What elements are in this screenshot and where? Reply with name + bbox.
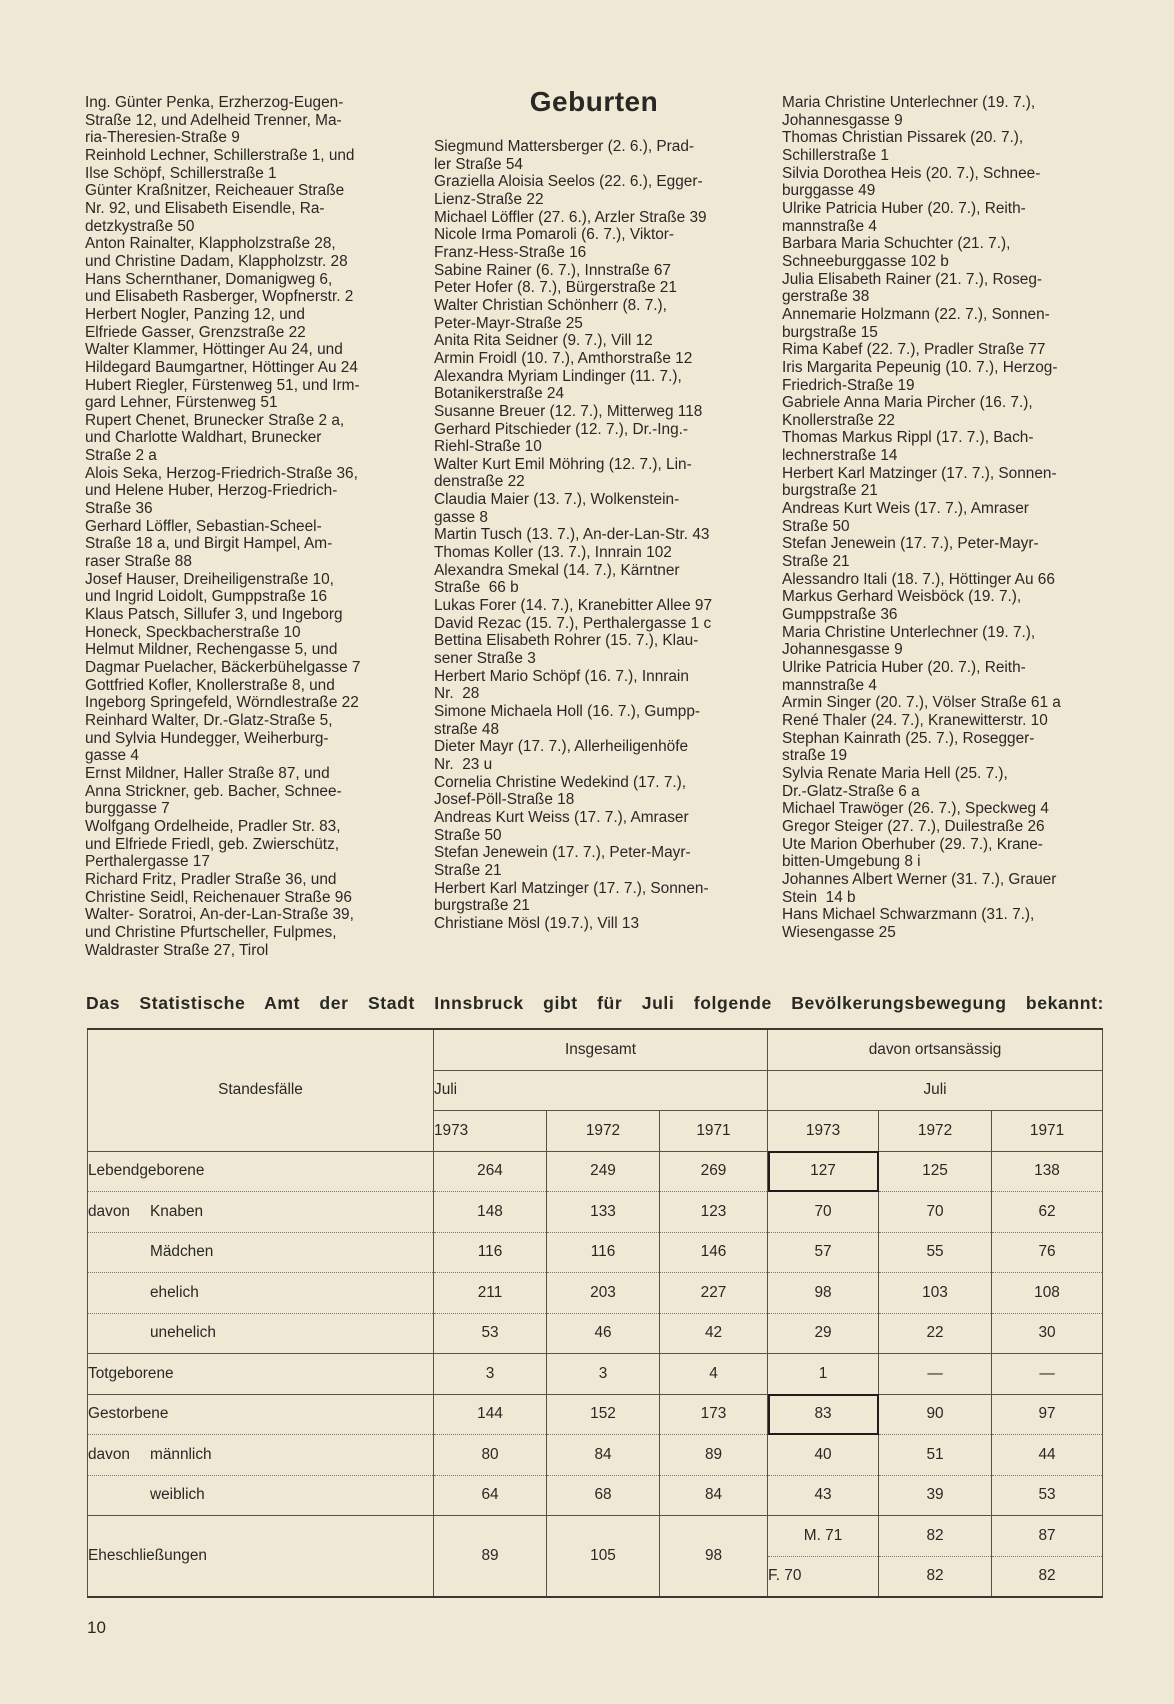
- list-entry: Maria Christine Unterlechner (19. 7.), Johannesgasse 9: [782, 623, 1036, 659]
- list-entry: Christiane Mösl (19.7.), Vill 13: [434, 914, 640, 932]
- value-cell: 53: [434, 1313, 547, 1354]
- value-cell-male: 82: [879, 1516, 992, 1557]
- row-label: Eheschließungen: [88, 1516, 434, 1598]
- value-cell: 40: [768, 1435, 879, 1476]
- value-cell: 108: [992, 1273, 1103, 1314]
- row-label: Mädchen: [150, 1243, 214, 1261]
- list-entry: Anton Rainalter, Klappholzstraße 28, und Christine Dadam, Klappholzstr. 28: [85, 235, 348, 270]
- value-cell: —: [879, 1354, 992, 1395]
- value-cell: 227: [660, 1273, 768, 1314]
- list-entry: Richard Fritz, Pradler Straße 36, und Christine Seidl, Reichenauer Straße 96: [85, 870, 352, 906]
- list-entry: Josef Hauser, Dreiheiligenstraße 10, und Ingrid Loidolt, Gumppstraße 16: [85, 570, 334, 606]
- value-cell: 89: [434, 1516, 547, 1598]
- value-cell: 148: [434, 1192, 547, 1233]
- table-row: [88, 1192, 1103, 1233]
- value-cell: 64: [434, 1475, 547, 1516]
- value-cell: 97: [992, 1394, 1103, 1435]
- value-cell: 57: [768, 1232, 879, 1273]
- list-entry: Rima Kabef (22. 7.), Pradler Straße 77: [782, 341, 1046, 359]
- value-cell: 55: [879, 1232, 992, 1273]
- value-cell: 29: [768, 1313, 879, 1354]
- list-entry: Julia Elisabeth Rainer (21. 7.), Roseg- gerstraße 38: [782, 270, 1043, 306]
- list-entry: Sabine Rainer (6. 7.), Innstraße 67: [434, 261, 671, 279]
- list-entry: David Rezac (15. 7.), Perthalergasse 1 c: [434, 614, 712, 632]
- list-entry: Thomas Koller (13. 7.), Innrain 102: [434, 544, 672, 562]
- list-entry: Alexandra Myriam Lindinger (11. 7.), Botanikerstraße 24: [434, 367, 682, 403]
- list-entry: Annemarie Holzmann (22. 7.), Sonnen- burgstraße 15: [782, 305, 1050, 341]
- list-entry: Alois Seka, Herzog-Friedrich-Straße 36, und Helene Huber, Herzog-Friedrich- Straße 36: [85, 464, 358, 518]
- list-entry: Walter- Soratroi, An-der-Lan-Straße 39, und Christine Pfurtscheller, Fulpmes, Waldraster Straße 27, Tirol: [85, 906, 354, 959]
- value-cell: 98: [768, 1273, 879, 1314]
- row-label: Totgeborene: [88, 1364, 174, 1382]
- list-entry: Gerhard Löffler, Sebastian-Scheel- Straße 18 a, und Birgit Hampel, Am- raser Straße 88: [85, 517, 333, 571]
- population-statistics-table: [87, 1028, 1103, 1598]
- value-cell: 98: [660, 1516, 768, 1598]
- value-cell: 22: [879, 1313, 992, 1354]
- list-entry: Cornelia Christine Wedekind (17. 7.), Josef-Pöll-Straße 18: [434, 773, 687, 809]
- value-cell: —: [992, 1354, 1103, 1395]
- row-label-cell: [88, 1354, 434, 1395]
- list-entry: Herbert Karl Matzinger (17. 7.), Sonnen- burgstraße 21: [782, 464, 1057, 500]
- marriages-list-column: [85, 94, 425, 959]
- list-entry: Dieter Mayr (17. 7.), Allerheiligenhöfe Nr. 23 u: [434, 738, 689, 773]
- list-entry: Herbert Karl Matzinger (17. 7.), Sonnen- burgstraße 21: [434, 879, 709, 915]
- value-cell: 83: [768, 1394, 879, 1435]
- row-label-cell: [88, 1151, 434, 1192]
- list-entry: Reinhard Walter, Dr.-Glatz-Straße 5, und Sylvia Hundegger, Weiherburg- gasse 4: [85, 711, 333, 765]
- value-cell: 105: [547, 1516, 660, 1598]
- header-year: 1972: [547, 1111, 660, 1152]
- list-entry: Hans Schernthaner, Domanigweg 6, und Elisabeth Rasberger, Wopfnerstr. 2: [85, 270, 354, 306]
- list-entry: Barbara Maria Schuchter (21. 7.), Schneeburggasse 102 b: [782, 235, 1011, 270]
- value-cell: 68: [547, 1475, 660, 1516]
- value-cell-female: F. 70: [768, 1556, 879, 1597]
- table-row: [88, 1232, 1103, 1273]
- value-cell: 53: [992, 1475, 1103, 1516]
- value-cell: 146: [660, 1232, 768, 1273]
- value-cell: 116: [434, 1232, 547, 1273]
- list-entry: Hans Michael Schwarzmann (31. 7.), Wiesengasse 25: [782, 906, 1035, 941]
- row-label: ehelich: [150, 1283, 199, 1301]
- list-entry: Günter Kraßnitzer, Reicheauer Straße Nr. 92, und Elisabeth Eisendle, Ra- detzkystraße 50: [85, 182, 345, 235]
- row-prefix: davon: [88, 1202, 130, 1220]
- list-entry: Ing. Günter Penka, Erzherzog-Eugen- Straße 12, und Adelheid Trenner, Ma- ria-Theresien-Straße 9: [85, 94, 344, 147]
- value-cell: 42: [660, 1313, 768, 1354]
- value-cell: 3: [547, 1354, 660, 1395]
- table-row: [88, 1151, 1103, 1192]
- list-entry: Gottfried Kofler, Knollerstraße 8, und Ingeborg Springefeld, Wörndlestraße 22: [85, 676, 359, 712]
- table-row: [88, 1475, 1103, 1516]
- value-cell: 127: [768, 1151, 879, 1192]
- list-entry: Ute Marion Oberhuber (29. 7.), Krane- bitten-Umgebung 8 i: [782, 835, 1043, 871]
- list-entry: Gabriele Anna Maria Pircher (16. 7.), Knollerstraße 22: [782, 394, 1033, 429]
- list-entry: Johannes Albert Werner (31. 7.), Grauer Stein 14 b: [782, 870, 1057, 906]
- list-entry: Sylvia Renate Maria Hell (25. 7.), Dr.-Glatz-Straße 6 a: [782, 764, 1008, 800]
- list-entry: Wolfgang Ordelheide, Pradler Str. 83, und Elfriede Friedl, geb. Zwierschütz, Perthalergasse 17: [85, 817, 341, 871]
- list-entry: Ulrike Patricia Huber (20. 7.), Reith- mannstraße 4: [782, 199, 1026, 235]
- value-cell-female: 82: [879, 1556, 992, 1597]
- table-row: [88, 1354, 1103, 1395]
- value-cell: 84: [547, 1435, 660, 1476]
- header-year: 1972: [879, 1111, 992, 1152]
- row-prefix: davon: [88, 1445, 130, 1463]
- list-entry: Armin Froidl (10. 7.), Amthorstraße 12: [434, 349, 693, 367]
- value-cell: 90: [879, 1394, 992, 1435]
- value-cell-male: M. 71: [768, 1516, 879, 1557]
- births-list-column-continued: [782, 94, 1122, 942]
- row-label-cell: [88, 1394, 434, 1435]
- value-cell: 152: [547, 1394, 660, 1435]
- value-cell: 1: [768, 1354, 879, 1395]
- list-entry: Reinhold Lechner, Schillerstraße 1, und Ilse Schöpf, Schillerstraße 1: [85, 146, 355, 182]
- row-label-cell: [88, 1273, 434, 1314]
- list-entry: Hubert Riegler, Fürstenweg 51, und Irm- gard Lehner, Fürstenweg 51: [85, 376, 360, 412]
- list-entry: Gerhard Pitschieder (12. 7.), Dr.-Ing.- Riehl-Straße 10: [434, 420, 689, 456]
- table-row: [88, 1313, 1103, 1354]
- value-cell: 4: [660, 1354, 768, 1395]
- value-cell: 173: [660, 1394, 768, 1435]
- header-month-local: Juli: [768, 1070, 1103, 1111]
- row-label-cell: [88, 1435, 434, 1476]
- list-entry: Bettina Elisabeth Rohrer (15. 7.), Klau- sener Straße 3: [434, 632, 699, 668]
- list-entry: Stephan Kainrath (25. 7.), Rosegger- straße 19: [782, 729, 1035, 765]
- births-section-title: Geburten: [529, 86, 659, 117]
- row-label: Knaben: [150, 1202, 204, 1220]
- page-number: 10: [87, 1618, 106, 1637]
- table-row-marriages: [88, 1516, 1103, 1557]
- header-year: 1973: [434, 1111, 547, 1152]
- list-entry: Rupert Chenet, Brunecker Straße 2 a, und Charlotte Waldhart, Brunecker Straße 2 a: [85, 411, 345, 465]
- list-entry: Markus Gerhard Weisböck (19. 7.), Gumppstraße 36: [782, 588, 1022, 624]
- list-entry: Maria Christine Unterlechner (19. 7.), Johannesgasse 9: [782, 94, 1036, 129]
- header-month-total: Juli: [434, 1070, 768, 1111]
- list-entry: Andreas Kurt Weis (17. 7.), Amraser Straße 50: [782, 500, 1029, 535]
- list-entry: Claudia Maier (13. 7.), Wolkenstein- gasse 8: [434, 491, 680, 526]
- value-cell: 62: [992, 1192, 1103, 1233]
- value-cell: 123: [660, 1192, 768, 1233]
- value-cell: 80: [434, 1435, 547, 1476]
- list-entry: Susanne Breuer (12. 7.), Mitterweg 118: [434, 402, 703, 420]
- list-entry: Helmut Mildner, Rechengasse 5, und Dagmar Puelacher, Bäckerbühelgasse 7: [85, 641, 361, 676]
- list-entry: Klaus Patsch, Sillufer 3, und Ingeborg Honeck, Speckbacherstraße 10: [85, 606, 343, 641]
- value-cell: 116: [547, 1232, 660, 1273]
- value-cell: 144: [434, 1394, 547, 1435]
- header-group-total: Insgesamt: [434, 1029, 768, 1070]
- value-cell: 84: [660, 1475, 768, 1516]
- header-year: 1971: [660, 1111, 768, 1152]
- row-label-cell: [88, 1192, 434, 1233]
- row-label-cell: [88, 1313, 434, 1354]
- list-entry: Silvia Dorothea Heis (20. 7.), Schnee- burggasse 49: [782, 164, 1041, 200]
- list-entry: Nicole Irma Pomaroli (6. 7.), Viktor- Franz-Hess-Straße 16: [434, 226, 675, 261]
- list-entry: Siegmund Mattersberger (2. 6.), Prad- ler Straße 54: [434, 138, 695, 173]
- value-cell: 43: [768, 1475, 879, 1516]
- list-entry: Andreas Kurt Weiss (17. 7.), Amraser Straße 50: [434, 808, 689, 844]
- value-cell: 46: [547, 1313, 660, 1354]
- header-group-local: davon ortsansässig: [768, 1029, 1103, 1070]
- header-year: 1971: [992, 1111, 1103, 1152]
- row-label: Lebendgeborene: [88, 1162, 205, 1180]
- row-label: unehelich: [150, 1324, 216, 1342]
- value-cell: 249: [547, 1151, 660, 1192]
- value-cell: 133: [547, 1192, 660, 1233]
- list-entry: Stefan Jenewein (17. 7.), Peter-Mayr- Straße 21: [782, 535, 1039, 571]
- value-cell: 51: [879, 1435, 992, 1476]
- row-label: Gestorbene: [88, 1405, 169, 1423]
- value-cell: 39: [879, 1475, 992, 1516]
- table-row: [88, 1394, 1103, 1435]
- header-year: 1973: [768, 1111, 879, 1152]
- statistics-heading: Das Statistische Amt der Stadt Innsbruck gibt für Juli folgende Bevölkerungsbewegung bekannt:: [86, 993, 1104, 1013]
- row-label: weiblich: [150, 1486, 205, 1504]
- value-cell: 211: [434, 1273, 547, 1314]
- value-cell-female: 82: [992, 1556, 1103, 1597]
- row-label-cell: [88, 1475, 434, 1516]
- list-entry: Ernst Mildner, Haller Straße 87, und Anna Strickner, geb. Bacher, Schnee- burggasse 7: [85, 764, 342, 818]
- value-cell: 89: [660, 1435, 768, 1476]
- value-cell: 138: [992, 1151, 1103, 1192]
- list-entry: Michael Trawöger (26. 7.), Speckweg 4: [782, 800, 1049, 818]
- list-entry: Ulrike Patricia Huber (20. 7.), Reith- mannstraße 4: [782, 659, 1026, 694]
- table-row: [88, 1435, 1103, 1476]
- list-entry: Armin Singer (20. 7.), Völser Straße 61 a: [782, 694, 1061, 712]
- value-cell: 44: [992, 1435, 1103, 1476]
- list-entry: Anita Rita Seidner (9. 7.), Vill 12: [434, 332, 653, 350]
- value-cell-male: 87: [992, 1516, 1103, 1557]
- list-entry: Thomas Markus Rippl (17. 7.), Bach- lechnerstraße 14: [782, 429, 1034, 465]
- list-entry: Gregor Steiger (27. 7.), Duilestraße 26: [782, 817, 1045, 835]
- value-cell: 30: [992, 1313, 1103, 1354]
- list-entry: Peter Hofer (8. 7.), Bürgerstraße 21: [434, 279, 677, 297]
- list-entry: Martin Tusch (13. 7.), An-der-Lan-Str. 43: [434, 526, 710, 544]
- list-entry: Alexandra Smekal (14. 7.), Kärntner Straße 66 b: [434, 561, 680, 597]
- list-entry: Walter Klammer, Höttinger Au 24, und Hildegard Baumgartner, Höttinger Au 24: [85, 341, 358, 376]
- births-list-column: [434, 84, 774, 933]
- header-standesfaelle: Standesfälle: [88, 1029, 434, 1151]
- list-entry: Alessandro Itali (18. 7.), Höttinger Au 66: [782, 570, 1055, 588]
- list-entry: Iris Margarita Pepeunig (10. 7.), Herzog- Friedrich-Straße 19: [782, 358, 1058, 394]
- list-entry: Walter Christian Schönherr (8. 7.), Peter-Mayr-Straße 25: [434, 296, 667, 332]
- value-cell: 3: [434, 1354, 547, 1395]
- list-entry: Walter Kurt Emil Möhring (12. 7.), Lin- denstraße 22: [434, 455, 692, 491]
- list-entry: Stefan Jenewein (17. 7.), Peter-Mayr- Straße 21: [434, 844, 691, 879]
- table-row: [88, 1273, 1103, 1314]
- row-label-cell: [88, 1232, 434, 1273]
- list-entry: Thomas Christian Pissarek (20. 7.), Schillerstraße 1: [782, 129, 1024, 164]
- list-entry: René Thaler (24. 7.), Kranewitterstr. 10: [782, 711, 1048, 729]
- list-entry: Herbert Mario Schöpf (16. 7.), Innrain Nr. 28: [434, 667, 689, 703]
- list-entry: Michael Löffler (27. 6.), Arzler Straße 39: [434, 208, 707, 226]
- value-cell: 269: [660, 1151, 768, 1192]
- list-entry: Lukas Forer (14. 7.), Kranebitter Allee 97: [434, 597, 713, 615]
- value-cell: 125: [879, 1151, 992, 1192]
- value-cell: 76: [992, 1232, 1103, 1273]
- list-entry: Herbert Nogler, Panzing 12, und Elfriede Gasser, Grenzstraße 22: [85, 305, 306, 341]
- value-cell: 103: [879, 1273, 992, 1314]
- list-entry: Graziella Aloisia Seelos (22. 6.), Egger- Lienz-Straße 22: [434, 173, 703, 208]
- value-cell: 203: [547, 1273, 660, 1314]
- value-cell: 264: [434, 1151, 547, 1192]
- list-entry: Simone Michaela Holl (16. 7.), Gumpp- straße 48: [434, 703, 701, 738]
- value-cell: 70: [768, 1192, 879, 1233]
- value-cell: 70: [879, 1192, 992, 1233]
- row-label: männlich: [150, 1445, 212, 1463]
